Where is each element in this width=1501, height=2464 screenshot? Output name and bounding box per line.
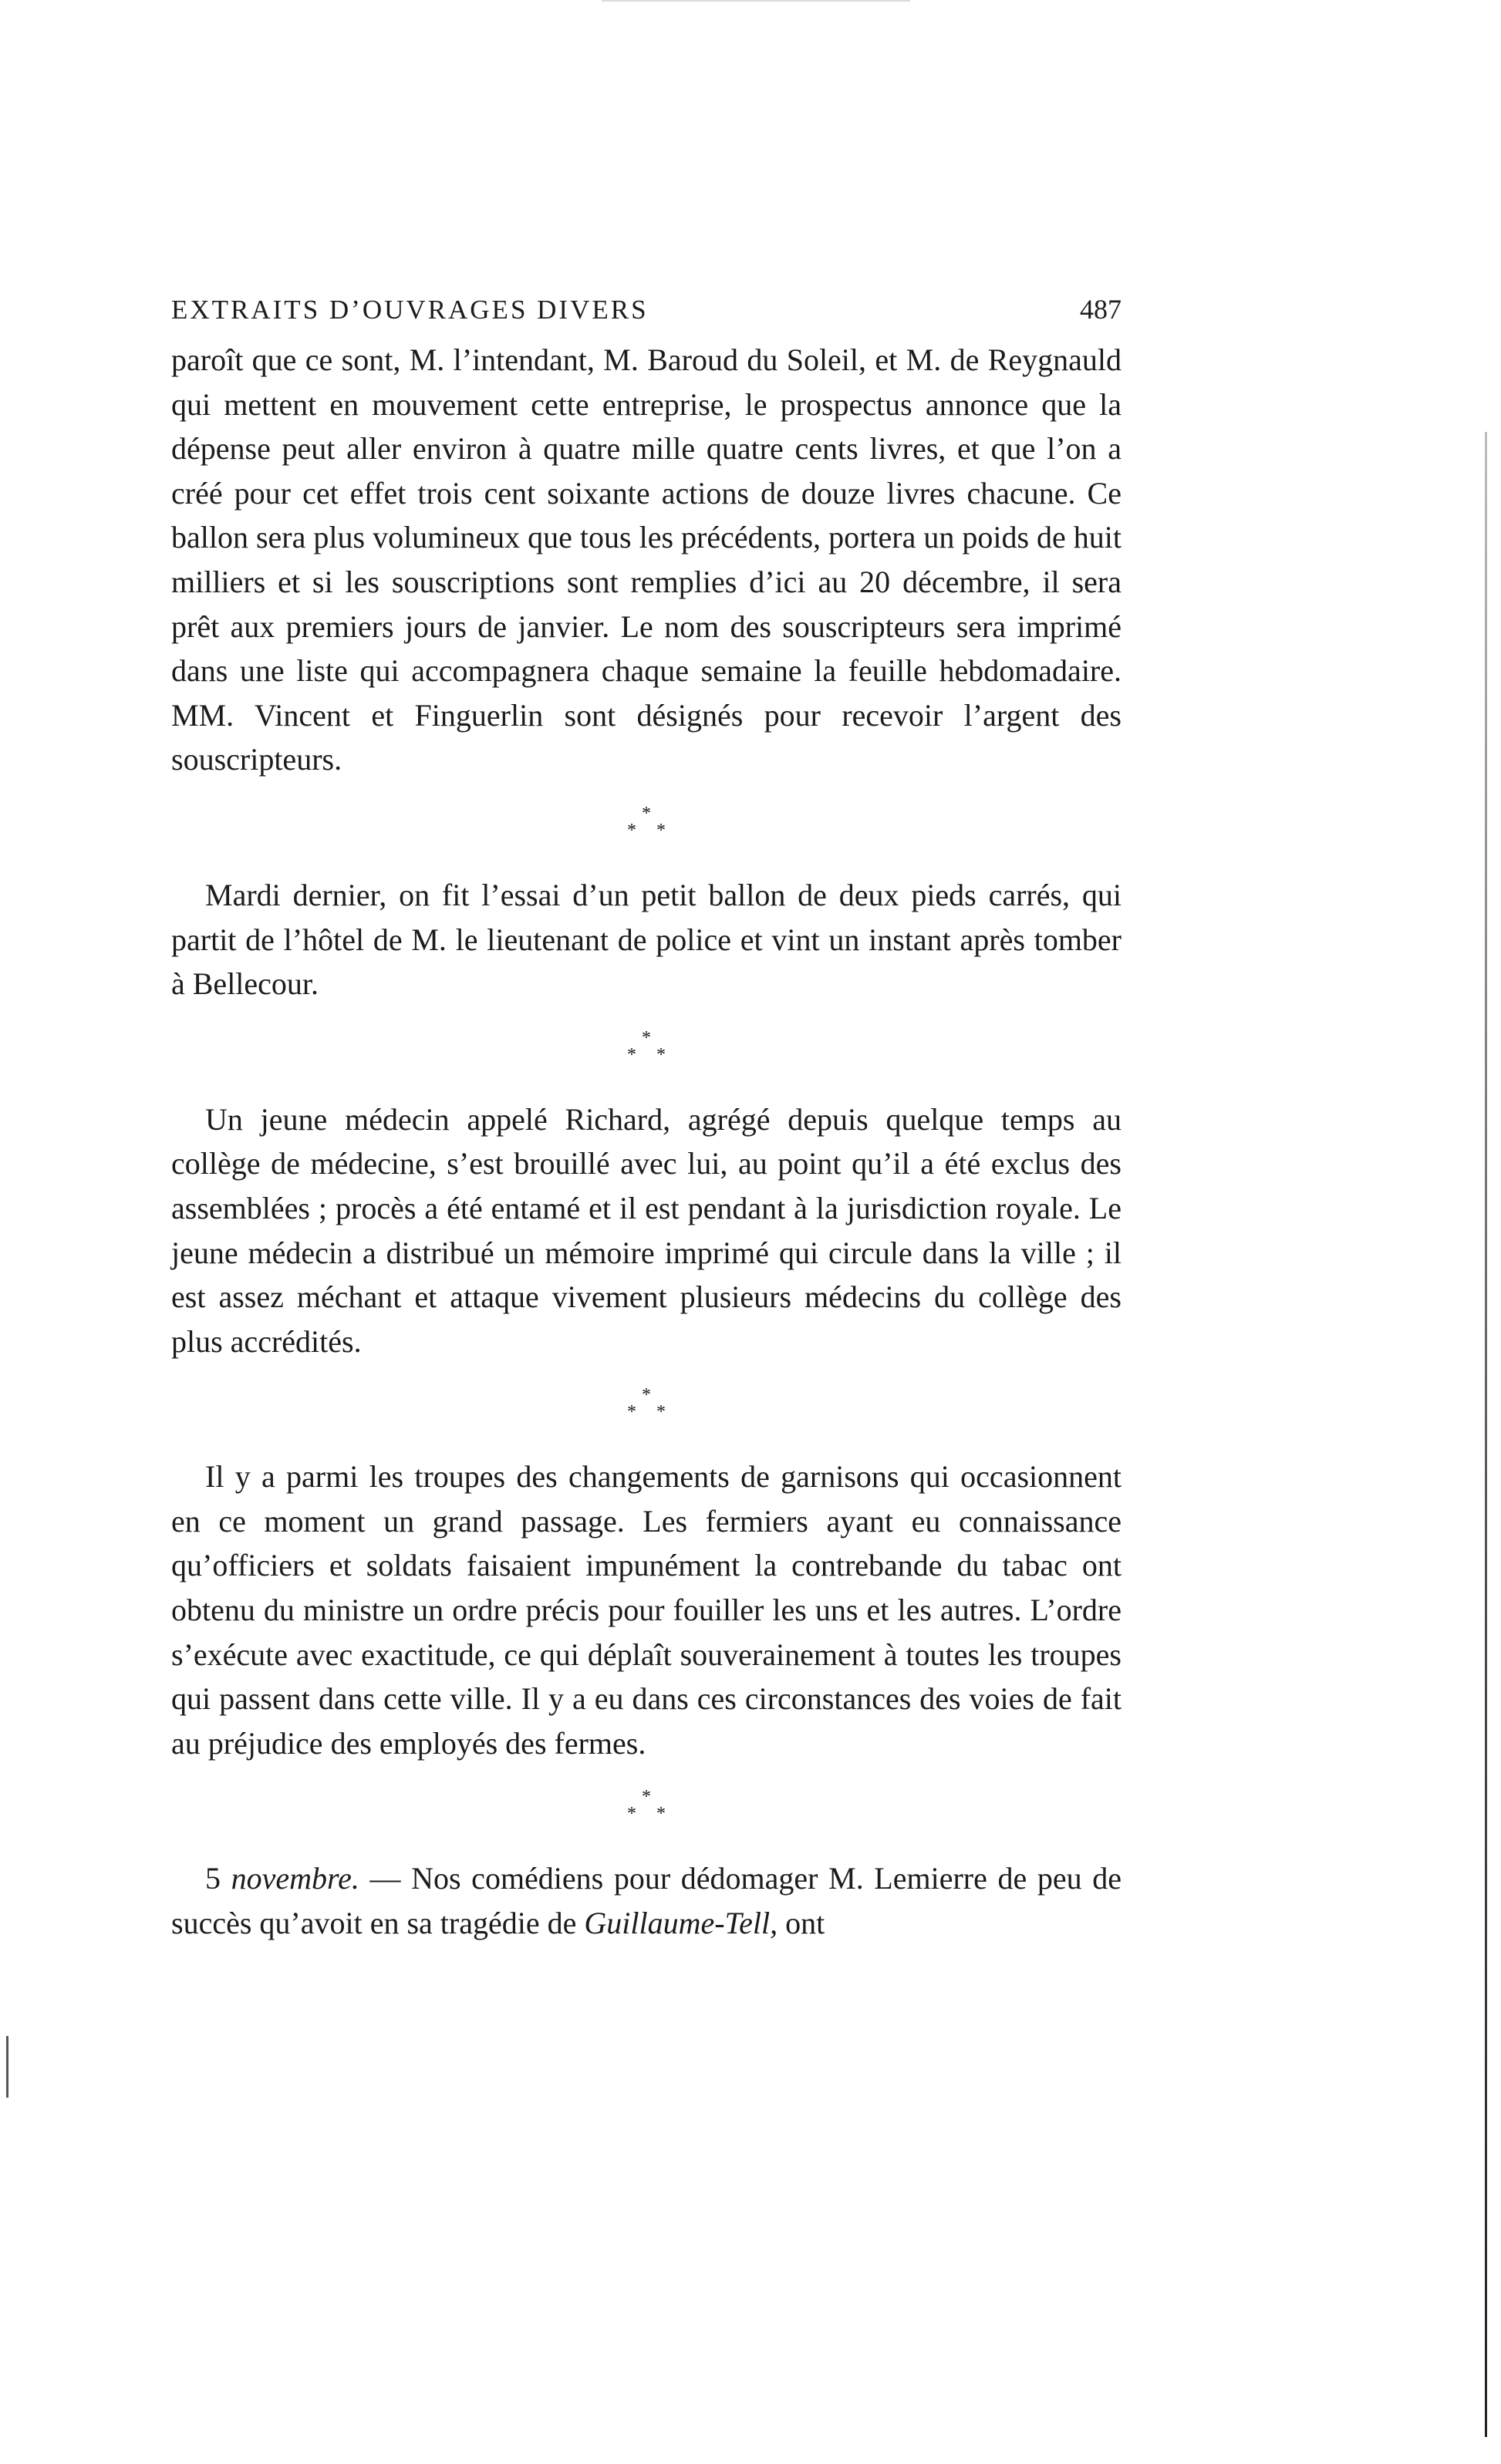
asterism-bottom-stars: * * — [627, 1804, 673, 1825]
paragraph-young-doctor: Un jeune médecin appelé Richard, agrégé depuis quelque temps au collège de médecine, s’est brouillé avec lui, au point qu’il a été exclus des assemblées ; procès a été entamé et il est pendant à la jurisdiction royale. Le jeune médecin a distribué un mémoire imprimé qui circule dans la ville ; il est assez méchant et attaque vivement plusieurs médecins du collège des plus accrédités. — [171, 1101, 1122, 1359]
running-title: EXTRAITS D’OUVRAGES DIVERS — [171, 295, 649, 325]
comedians-text-end: ont — [785, 1906, 825, 1941]
asterism-top-star: * — [642, 1027, 651, 1048]
text-block — [171, 293, 1122, 1946]
play-title: Guillaume-Tell, — [584, 1906, 778, 1941]
asterism-separator — [171, 1387, 1122, 1430]
running-header — [171, 293, 1122, 332]
date-month: novembre. — [231, 1861, 359, 1896]
asterism-bottom-stars: * * — [627, 1402, 673, 1423]
asterism-bottom-stars: * * — [627, 1044, 673, 1065]
date-dash: — — [369, 1861, 401, 1896]
asterism-separator — [171, 1788, 1122, 1832]
paragraph-balloon-subscription: paroît que ce sont, M. l’intendant, M. Baroud du Soleil, et M. de Reygnauld qui mettent en mouvement cette entreprise, le prospectus annonce que la dépense peut aller environ à quatre mille quatre cents livres, et que l’on a créé pour cet effet trois cent soixante actions de douze livres chacune. Ce ballon sera plus volumineux que tous les précédents, portera un poids de huit milliers et si les souscriptions sont remplies d’ici au 20 décembre, il sera prêt aux premiers jours de janvier. Le nom des souscripteurs sera imprimé dans une liste qui accompagnera chaque semaine la feuille hebdomadaire. MM. Vincent et Finguerlin sont désignés pour recevoir l’argent des souscripteurs. — [171, 342, 1122, 777]
asterism-top-star: * — [642, 803, 651, 824]
left-margin-scan-mark — [6, 2036, 8, 2098]
paragraph-small-balloon: Mardi dernier, on fit l’essai d’un petit ballon de deux pieds carrés, qui partit de l’hôtel de M. le lieutenant de police et vint un instant après tomber à Bellecour. — [171, 877, 1122, 1002]
right-margin-scan-edge — [1485, 432, 1487, 2437]
asterism-separator — [171, 805, 1122, 848]
paragraph-garrison-changes: Il y a parmi les troupes des changements de garnisons qui occasionnent en ce moment un grand passage. Les fermiers ayant eu connaissance qu’officiers et soldats faisaient impunément la contrebande du tabac ont obtenu du ministre un ordre précis pour fouiller les uns et les autres. L’ordre s’exécute avec exactitude, ce qui déplaît souverainement à toutes les troupes qui passent dans cette ville. Il y a eu dans ces circonstances des voies de fait au préjudice des employés des fermes. — [171, 1459, 1122, 1761]
page-number: 487 — [1080, 294, 1122, 325]
asterism-top-star: * — [642, 1385, 651, 1406]
top-edge-rule — [602, 0, 910, 2]
paragraph-november-comedians — [171, 1856, 1122, 1945]
comedians-text: Nos comédiens pour dédomager M. Lemierre de peu de succès qu’avoit en sa tragédie de — [171, 1861, 1122, 1941]
asterism-top-star: * — [642, 1787, 651, 1808]
asterism-bottom-stars: * * — [627, 820, 673, 841]
asterism-separator — [171, 1027, 1122, 1073]
date-number: 5 — [205, 1861, 221, 1896]
